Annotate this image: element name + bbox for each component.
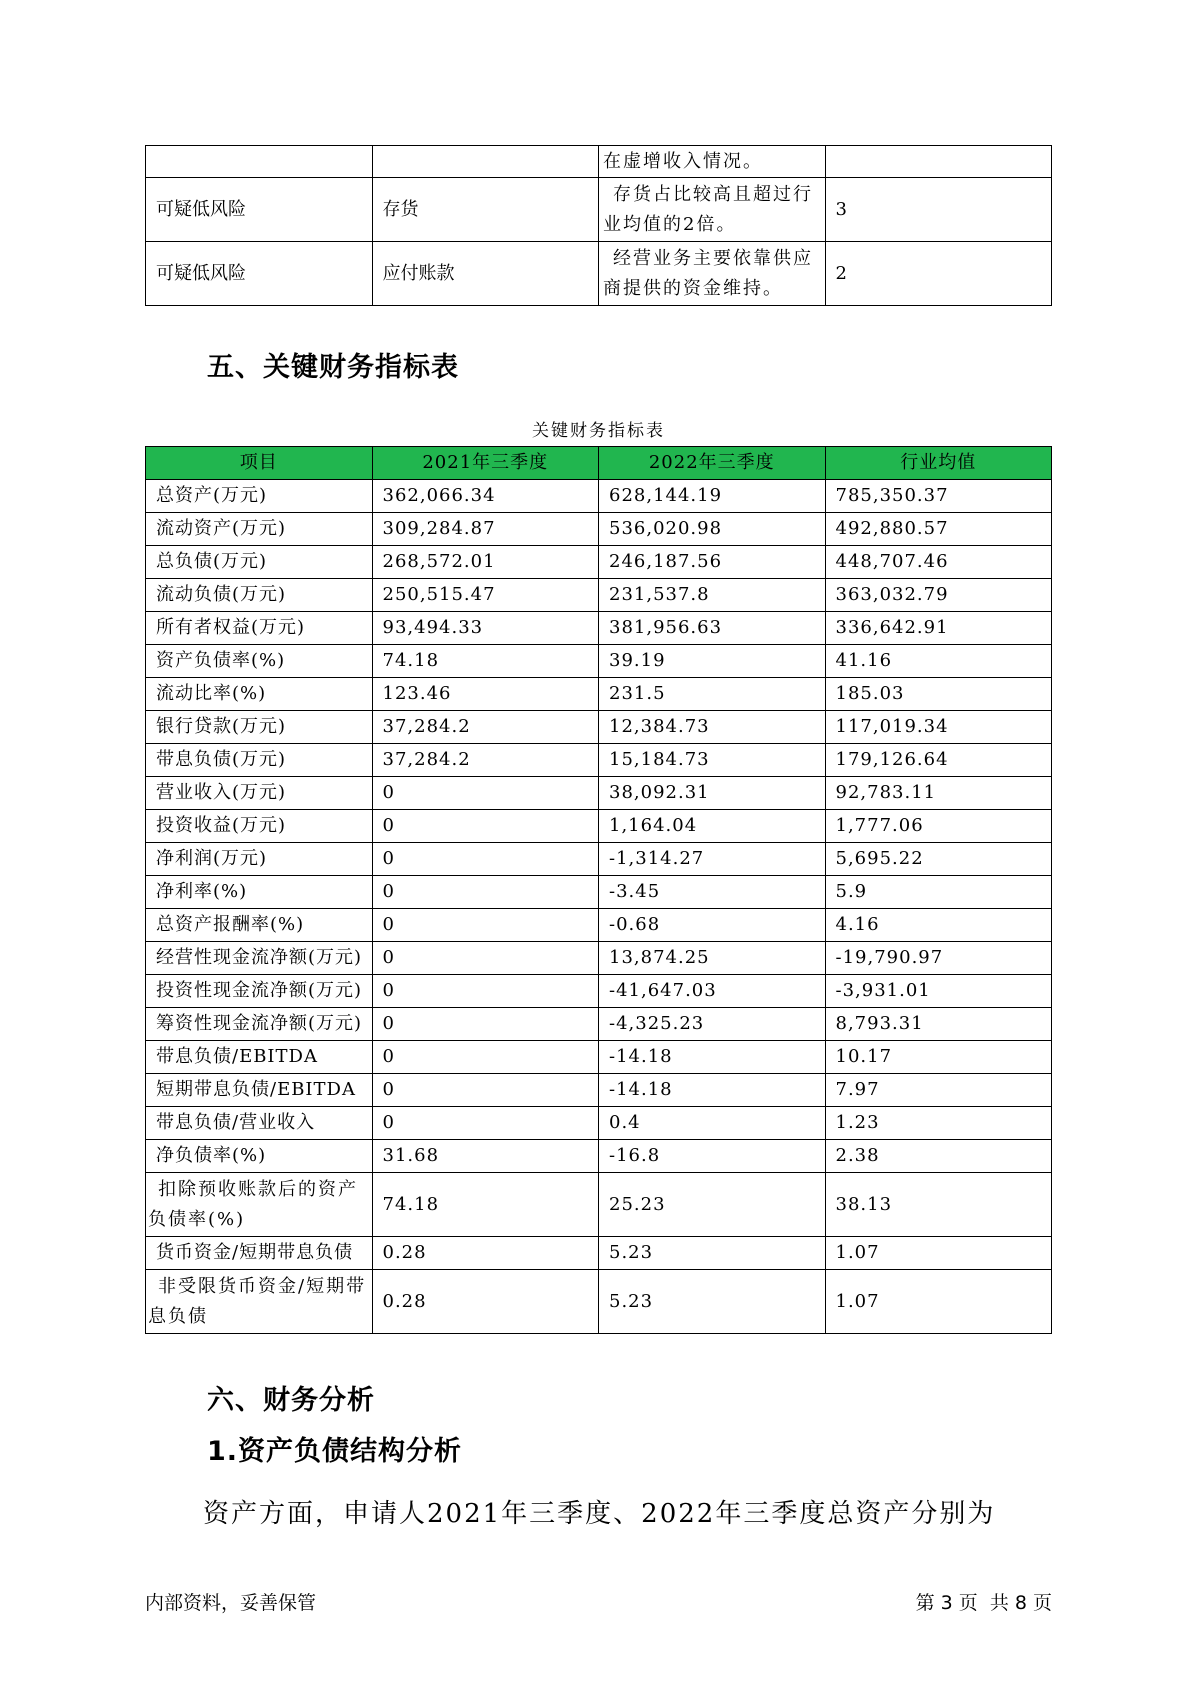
value-2022q3-cell: -16.8 [599, 1140, 826, 1173]
indicator-name-cell: 总资产(万元) [146, 480, 373, 513]
value-2022q3-cell: 0.4 [599, 1107, 826, 1140]
indicator-row [146, 777, 1052, 810]
industry-average-cell: 8,793.31 [825, 1008, 1052, 1041]
risk-level-cell: 可疑低风险 [146, 242, 373, 306]
industry-average-cell: 179,126.64 [825, 744, 1052, 777]
value-2021q3-cell: 0 [372, 1008, 599, 1041]
indicator-name-cell: 净利润(万元) [146, 843, 373, 876]
footer-page-number: 第 3 页 共 8 页 [915, 1592, 1052, 1614]
indicator-row [146, 975, 1052, 1008]
indicator-name-cell: 带息负债(万元) [146, 744, 373, 777]
value-2021q3-cell: 250,515.47 [372, 579, 599, 612]
value-2022q3-cell: 5.23 [599, 1237, 826, 1270]
indicator-row [146, 711, 1052, 744]
section-heading-key-indicators: 五、关键财务指标表 [207, 352, 459, 383]
industry-average-cell: 1,777.06 [825, 810, 1052, 843]
indicator-row [146, 810, 1052, 843]
table-caption: 关键财务指标表 [532, 421, 665, 441]
value-2022q3-cell: 5.23 [599, 1270, 826, 1334]
industry-average-cell: 2.38 [825, 1140, 1052, 1173]
indicator-name-cell [146, 1173, 373, 1237]
value-2022q3-cell: -14.18 [599, 1074, 826, 1107]
financial-table-body [146, 480, 1052, 1334]
indicator-row [146, 513, 1052, 546]
value-2022q3-cell: 231,537.8 [599, 579, 826, 612]
value-2022q3-cell: -14.18 [599, 1041, 826, 1074]
indicator-name-cell: 投资性现金流净额(万元) [146, 975, 373, 1008]
risk-table [145, 145, 1052, 306]
industry-average-cell: 336,642.91 [825, 612, 1052, 645]
industry-average-cell: 5,695.22 [825, 843, 1052, 876]
value-2022q3-cell: 231.5 [599, 678, 826, 711]
indicator-row [146, 876, 1052, 909]
risk-level-cell [146, 146, 373, 178]
value-2021q3-cell: 0 [372, 1107, 599, 1140]
industry-average-cell: -19,790.97 [825, 942, 1052, 975]
value-2022q3-cell: 15,184.73 [599, 744, 826, 777]
value-2022q3-cell: -4,325.23 [599, 1008, 826, 1041]
value-2021q3-cell: 0 [372, 942, 599, 975]
industry-average-cell: 38.13 [825, 1173, 1052, 1237]
value-2021q3-cell: 0.28 [372, 1270, 599, 1334]
value-2022q3-cell: -3.45 [599, 876, 826, 909]
industry-average-cell: 185.03 [825, 678, 1052, 711]
indicator-name-cell: 带息负债/EBITDA [146, 1041, 373, 1074]
risk-level-cell: 可疑低风险 [146, 178, 373, 242]
industry-average-cell: 4.16 [825, 909, 1052, 942]
risk-table-body [146, 146, 1052, 306]
indicator-row [146, 480, 1052, 513]
indicator-name-cell: 投资收益(万元) [146, 810, 373, 843]
indicator-name-cell: 总资产报酬率(%) [146, 909, 373, 942]
indicator-name-cell: 总负债(万元) [146, 546, 373, 579]
risk-description-line: 存货占比较高且超过行 [613, 183, 813, 205]
industry-average-cell: 10.17 [825, 1041, 1052, 1074]
risk-row [146, 242, 1052, 306]
indicator-name-cell: 净负债率(%) [146, 1140, 373, 1173]
indicator-name-cell: 流动比率(%) [146, 678, 373, 711]
indicator-row [146, 1270, 1052, 1334]
indicator-name-line: 扣除预收账款后的资产 [158, 1178, 358, 1200]
risk-row [146, 178, 1052, 242]
risk-description-cell [599, 178, 826, 242]
indicator-name-line: 负债率(%) [148, 1208, 246, 1230]
value-2021q3-cell: 309,284.87 [372, 513, 599, 546]
indicator-row [146, 909, 1052, 942]
industry-average-cell: 363,032.79 [825, 579, 1052, 612]
indicator-row [146, 1041, 1052, 1074]
value-2022q3-cell: 13,874.25 [599, 942, 826, 975]
indicator-row [146, 645, 1052, 678]
indicator-row [146, 744, 1052, 777]
value-2021q3-cell: 0 [372, 975, 599, 1008]
indicator-name-cell: 流动资产(万元) [146, 513, 373, 546]
industry-average-cell: 785,350.37 [825, 480, 1052, 513]
risk-description-line: 商提供的资金维持。 [603, 277, 783, 299]
section-heading-financial-analysis: 六、财务分析 [207, 1385, 375, 1416]
value-2021q3-cell: 31.68 [372, 1140, 599, 1173]
indicator-row [146, 612, 1052, 645]
industry-average-cell: 5.9 [825, 876, 1052, 909]
value-2021q3-cell: 123.46 [372, 678, 599, 711]
indicator-name-cell [146, 1270, 373, 1334]
indicator-name-cell: 筹资性现金流净额(万元) [146, 1008, 373, 1041]
indicator-name-cell: 带息负债/营业收入 [146, 1107, 373, 1140]
risk-score-cell: 3 [825, 178, 1052, 242]
subsection-heading-structure: 1.资产负债结构分析 [207, 1436, 463, 1467]
risk-description-line: 业均值的2倍。 [603, 213, 737, 235]
indicator-name-cell: 经营性现金流净额(万元) [146, 942, 373, 975]
indicator-name-line: 非受限货币资金/短期带 [158, 1275, 367, 1297]
indicator-name-cell: 银行贷款(万元) [146, 711, 373, 744]
indicator-row [146, 1173, 1052, 1237]
risk-description-cell [599, 242, 826, 306]
industry-average-cell: 492,880.57 [825, 513, 1052, 546]
value-2021q3-cell: 74.18 [372, 645, 599, 678]
industry-average-cell: 1.07 [825, 1237, 1052, 1270]
financial-table-header [146, 447, 1052, 480]
value-2021q3-cell: 0 [372, 1074, 599, 1107]
value-2021q3-cell: 74.18 [372, 1173, 599, 1237]
value-2022q3-cell: 246,187.56 [599, 546, 826, 579]
value-2021q3-cell: 0 [372, 810, 599, 843]
indicator-row [146, 942, 1052, 975]
risk-item-cell [372, 146, 599, 178]
value-2022q3-cell: 1,164.04 [599, 810, 826, 843]
value-2021q3-cell: 37,284.2 [372, 711, 599, 744]
risk-item-cell: 应付账款 [372, 242, 599, 306]
value-2022q3-cell: -0.68 [599, 909, 826, 942]
header-cell: 2021年三季度 [372, 447, 599, 480]
indicator-row [146, 678, 1052, 711]
value-2022q3-cell: 25.23 [599, 1173, 826, 1237]
industry-average-cell: 448,707.46 [825, 546, 1052, 579]
risk-row [146, 146, 1052, 178]
indicator-row [146, 1107, 1052, 1140]
indicator-name-cell: 货币资金/短期带息负债 [146, 1237, 373, 1270]
indicator-name-cell: 流动负债(万元) [146, 579, 373, 612]
header-cell: 2022年三季度 [599, 447, 826, 480]
value-2021q3-cell: 0 [372, 876, 599, 909]
header-cell: 项目 [146, 447, 373, 480]
indicator-name-cell: 资产负债率(%) [146, 645, 373, 678]
value-2021q3-cell: 0 [372, 1041, 599, 1074]
footer-confidential-note: 内部资料，妥善保管 [145, 1592, 317, 1614]
industry-average-cell: 117,019.34 [825, 711, 1052, 744]
industry-average-cell: 1.23 [825, 1107, 1052, 1140]
industry-average-cell: 41.16 [825, 645, 1052, 678]
financial-indicators-table [145, 446, 1052, 1334]
value-2022q3-cell: 38,092.31 [599, 777, 826, 810]
value-2021q3-cell: 268,572.01 [372, 546, 599, 579]
risk-score-cell: 2 [825, 242, 1052, 306]
value-2021q3-cell: 0 [372, 777, 599, 810]
value-2021q3-cell: 0.28 [372, 1237, 599, 1270]
indicator-name-cell: 营业收入(万元) [146, 777, 373, 810]
indicator-row [146, 1237, 1052, 1270]
value-2021q3-cell: 37,284.2 [372, 744, 599, 777]
value-2022q3-cell: 536,020.98 [599, 513, 826, 546]
analysis-paragraph: 资产方面，申请人2021年三季度、2022年三季度总资产分别为 [203, 1499, 996, 1529]
indicator-row [146, 1008, 1052, 1041]
industry-average-cell: -3,931.01 [825, 975, 1052, 1008]
indicator-row [146, 579, 1052, 612]
indicator-name-cell: 净利率(%) [146, 876, 373, 909]
risk-item-cell: 存货 [372, 178, 599, 242]
risk-score-cell [825, 146, 1052, 178]
indicator-name-cell: 短期带息负债/EBITDA [146, 1074, 373, 1107]
value-2021q3-cell: 362,066.34 [372, 480, 599, 513]
value-2021q3-cell: 0 [372, 843, 599, 876]
value-2022q3-cell: 39.19 [599, 645, 826, 678]
value-2021q3-cell: 93,494.33 [372, 612, 599, 645]
value-2022q3-cell: 628,144.19 [599, 480, 826, 513]
value-2022q3-cell: -41,647.03 [599, 975, 826, 1008]
value-2021q3-cell: 0 [372, 909, 599, 942]
indicator-row [146, 843, 1052, 876]
indicator-name-line: 息负债 [148, 1305, 208, 1327]
industry-average-cell: 1.07 [825, 1270, 1052, 1334]
risk-description-cell [599, 146, 826, 178]
industry-average-cell: 92,783.11 [825, 777, 1052, 810]
header-cell: 行业均值 [825, 447, 1052, 480]
value-2022q3-cell: 12,384.73 [599, 711, 826, 744]
risk-description-line: 在虚增收入情况。 [603, 150, 763, 172]
risk-description-line: 经营业务主要依靠供应 [613, 247, 813, 269]
value-2022q3-cell: -1,314.27 [599, 843, 826, 876]
value-2022q3-cell: 381,956.63 [599, 612, 826, 645]
indicator-row [146, 1140, 1052, 1173]
indicator-row [146, 546, 1052, 579]
indicator-row [146, 1074, 1052, 1107]
indicator-name-cell: 所有者权益(万元) [146, 612, 373, 645]
industry-average-cell: 7.97 [825, 1074, 1052, 1107]
